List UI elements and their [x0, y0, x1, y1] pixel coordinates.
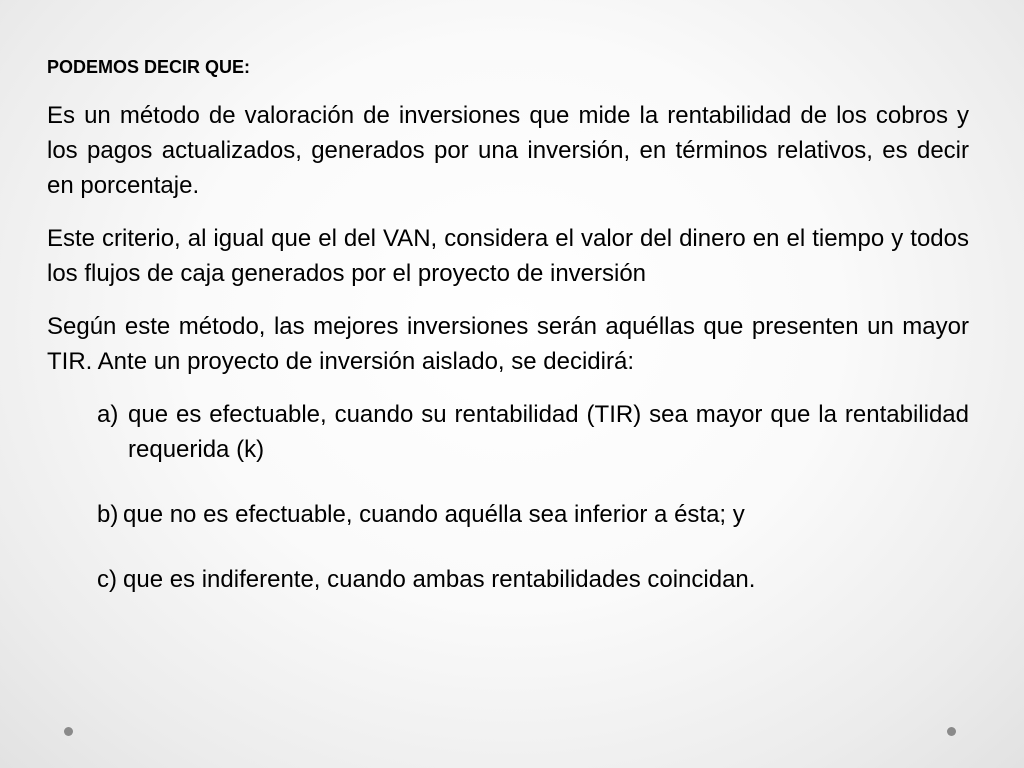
list-marker-c: c)	[97, 566, 117, 593]
decorative-dot-left	[64, 727, 73, 736]
slide-heading: PODEMOS DECIR QUE:	[47, 57, 251, 77]
list-marker-b: b)	[97, 501, 119, 528]
list-text-b: que no es efectuable, cuando aquélla sea inferior a ésta; y	[123, 501, 745, 528]
paragraph-criterion: Este criterio, al igual que el del VAN, considera el valor del dinero en el tiempo y todos los flujos de caja generados por el proyecto de inversión	[47, 225, 969, 287]
list-marker-a: a)	[97, 401, 119, 428]
paragraph-definition: Es un método de valoración de inversiones que mide la rentabilidad de los cobros y los pagos actualizados, generados por una inversión, en términos relativos, es decir en porcentaje.	[47, 102, 969, 199]
list-text-c: que es indiferente, cuando ambas rentabilidades coincidan.	[123, 566, 756, 593]
slide-content	[47, 52, 969, 627]
list-text-a: que es efectuable, cuando su rentabilidad (TIR) sea mayor que la rentabilidad requerida (k)	[128, 401, 969, 463]
list-item-a	[47, 397, 969, 467]
decorative-dot-right	[947, 727, 956, 736]
list-item-c	[47, 562, 969, 597]
paragraph-decision: Según este método, las mejores inversiones serán aquéllas que presenten un mayor TIR. Ante un proyecto de inversión aislado, se decidirá:	[47, 313, 969, 375]
list-item-b	[47, 497, 969, 532]
